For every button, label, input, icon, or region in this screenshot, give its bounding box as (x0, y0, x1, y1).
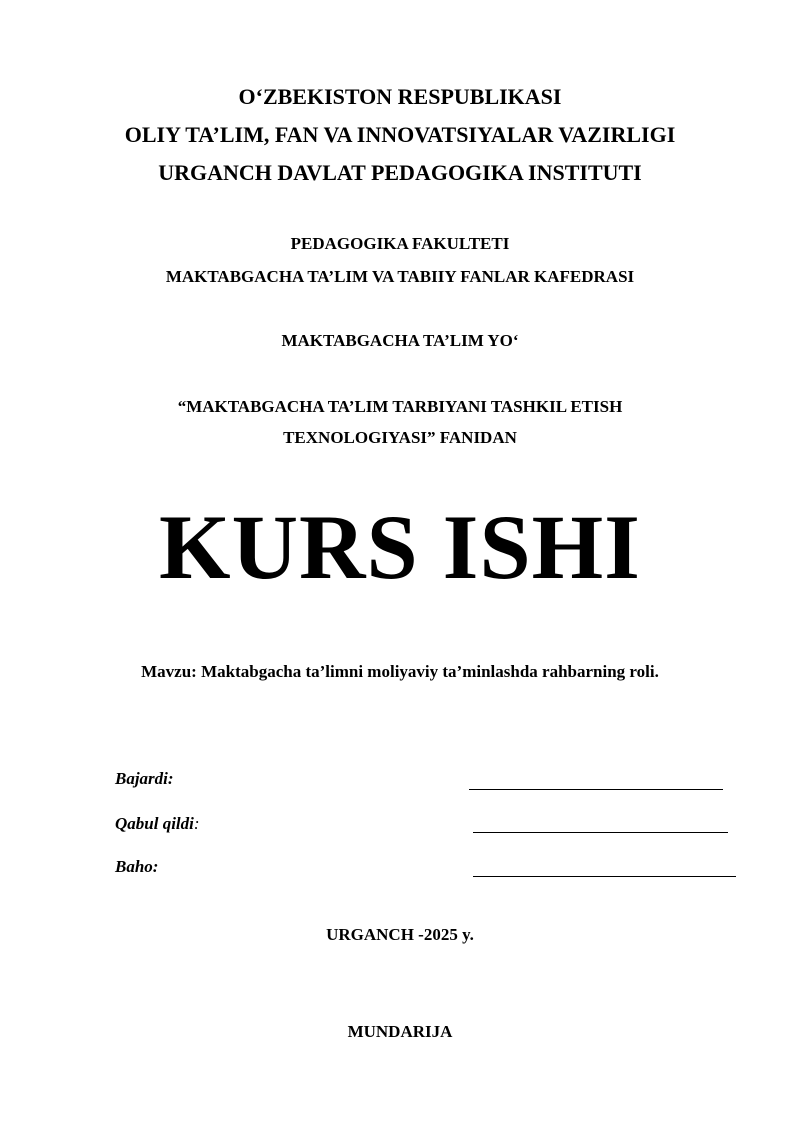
city-year: URGANCH -2025 y. (326, 925, 474, 944)
ministry-heading: OLIY TA’LIM, FAN VA INNOVATSIYALAR VAZIRLIGI (124, 122, 676, 147)
grade-signature-line (473, 876, 736, 877)
accepted-by-signature-line (473, 832, 728, 833)
republic-heading: O‘ZBEKISTON RESPUBLIKASI (238, 84, 562, 109)
accepted-by-label (115, 814, 200, 834)
performed-by-signature-line (469, 789, 723, 790)
topic-line: Mavzu: Maktabgacha ta’limni moliyaviy ta’minlashda rahbarning roli. (141, 662, 659, 681)
subject-line-1: “MAKTABGACHA TA’LIM TARBIYANI TASHKIL ETISH (177, 397, 623, 416)
contents-heading: MUNDARIJA (347, 1022, 453, 1041)
subject-line-2: TEXNOLOGIYASI” FANIDAN (283, 428, 517, 447)
faculty-name: PEDAGOGIKA FAKULTETI (290, 234, 510, 253)
grade-label: Baho: (115, 857, 159, 876)
accepted-by-text: Qabul qildi (115, 814, 194, 833)
document-title: KURS ISHI (159, 496, 641, 598)
institute-heading: URGANCH DAVLAT PEDAGOGIKA INSTITUTI (158, 160, 642, 185)
study-direction: MAKTABGACHA TA’LIM YO‘ (281, 331, 519, 350)
department-name: MAKTABGACHA TA’LIM VA TABIIY FANLAR KAFEDRASI (165, 267, 635, 286)
accepted-by-colon: : (193, 814, 200, 833)
performed-by-label: Bajardi: (115, 769, 174, 788)
